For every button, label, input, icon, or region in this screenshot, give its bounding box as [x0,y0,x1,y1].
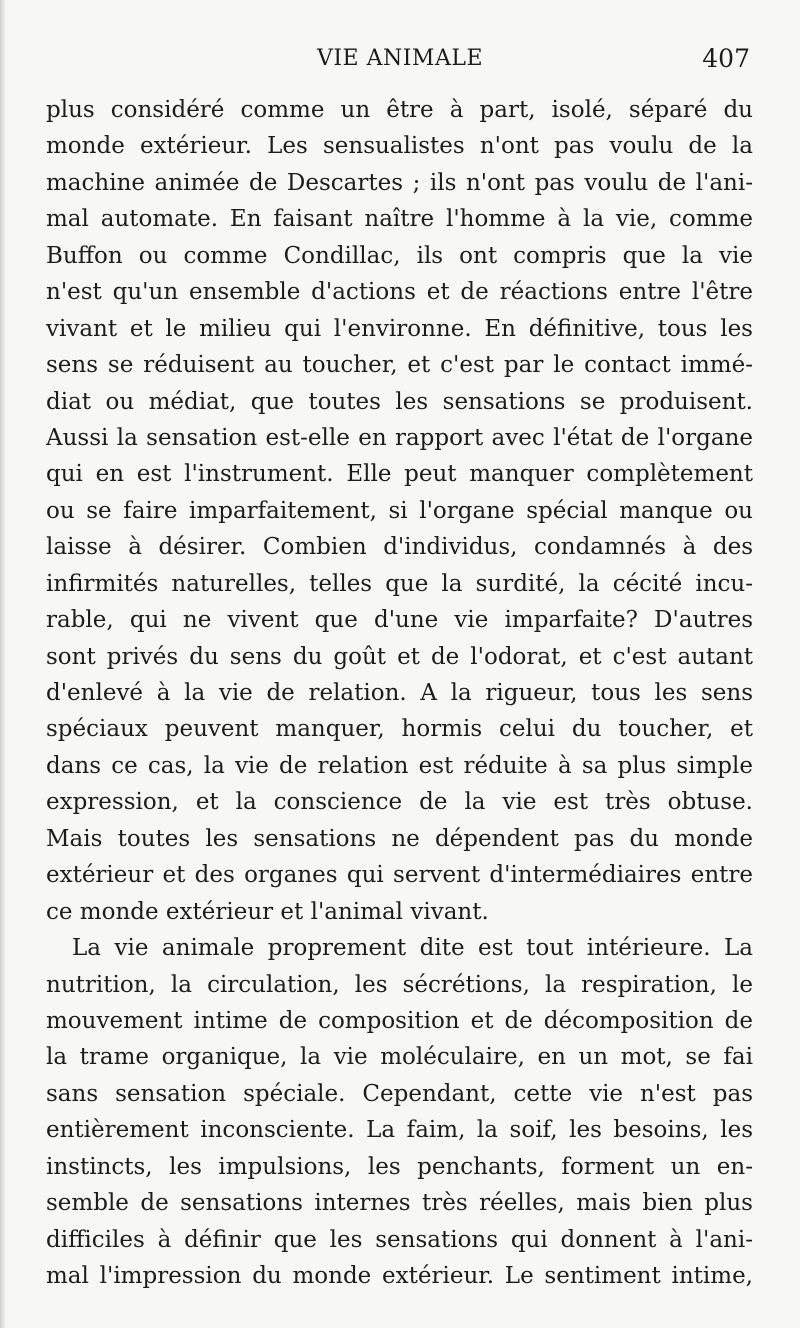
running-title: VIE ANIMALE [316,46,484,71]
text-line: sont privés du sens du goût et de l'odorat, et c'est autant [46,643,753,670]
text-line: extérieur et des organes qui servent d'intermédiaires entre [46,862,753,889]
text-line: sans sensation spéciale. Cependant, cette vie n'est pas [46,1080,753,1107]
text-line: plus considéré comme un être à part, isolé, séparé du [46,97,753,123]
text-line: difficiles à définir que les sensations qui donnent à l'ani- [46,1226,753,1253]
text-line: mouvement intime de composition et de décomposition de [46,1007,753,1034]
page-number: 407 [702,44,750,73]
text-line: spéciaux peuvent manquer, hormis celui du toucher, et [46,716,753,743]
text-line: vivant et le milieu qui l'environne. En définitive, tous les [46,315,753,342]
text-line: mal automate. En faisant naître l'homme à la vie, comme [46,206,753,233]
text-line: monde extérieur. Les sensualistes n'ont pas voulu de la [46,133,753,160]
text-line: instincts, les impulsions, les penchants, forment un en- [46,1153,753,1180]
text-line: diat ou médiat, que toutes les sensations se produisent. [46,388,753,415]
paragraph-start-line: La vie animale proprement dite est tout intérieure. La [72,935,753,962]
text-line: qui en est l'instrument. Elle peut manquer complètement [46,461,753,488]
paragraph-end-line: ce monde extérieur et l'animal vivant. [46,898,489,925]
body-text [46,92,753,1294]
text-line: sens se réduisent au toucher, et c'est par le contact immé- [46,352,753,379]
text-line: entièrement inconsciente. La faim, la soif, les besoins, les [46,1117,753,1144]
text-line: nutrition, la circulation, les sécrétions, la respiration, le [46,971,753,998]
text-line: Aussi la sensation est-elle en rapport avec l'état de l'organe [46,424,753,451]
text-line: machine animée de Descartes ; ils n'ont pas voulu de l'ani- [46,169,753,196]
text-line: la trame organique, la vie moléculaire, en un mot, se fai [46,1044,753,1071]
text-line: ou se faire imparfaitement, si l'organe spécial manque ou [46,497,753,524]
text-line: semble de sensations internes très réelles, mais bien plus [46,1190,753,1217]
text-line: dans ce cas, la vie de relation est réduite à sa plus simple [46,752,753,779]
text-line: n'est qu'un ensemble d'actions et de réactions entre l'être [46,279,753,306]
running-head [0,42,800,76]
text-line: infirmités naturelles, telles que la surdité, la cécité incu- [46,570,753,597]
text-line: Buffon ou comme Condillac, ils ont compris que la vie [46,242,753,269]
text-line: expression, et la conscience de la vie est très obtuse. [46,789,753,816]
text-line: Mais toutes les sensations ne dépendent pas du monde [46,825,753,852]
text-line: d'enlevé à la vie de relation. A la rigueur, tous les sens [46,680,753,706]
text-line: laisse à désirer. Combien d'individus, condamnés à des [46,534,753,561]
text-line: rable, qui ne vivent que d'une vie imparfaite? D'autres [46,607,753,634]
text-line: mal l'impression du monde extérieur. Le sentiment intime, [46,1263,753,1289]
